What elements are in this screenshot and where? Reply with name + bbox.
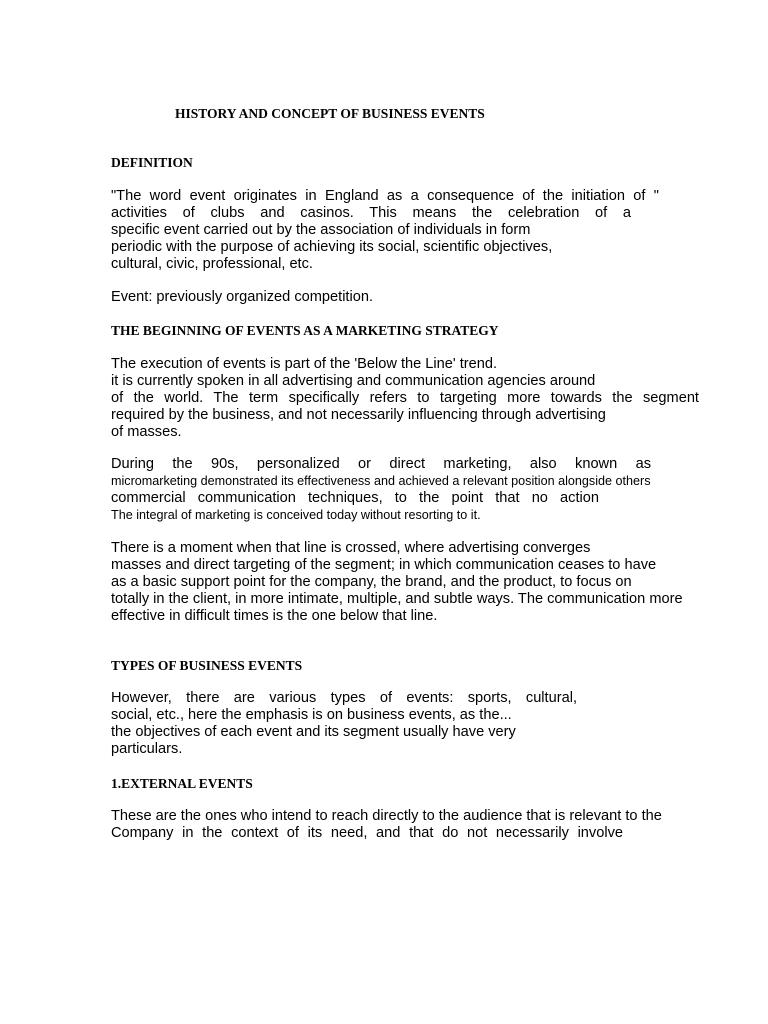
section-heading-external-events: 1.EXTERNAL EVENTS bbox=[111, 776, 253, 791]
paragraph-line: of the world. The term specifically refers to targeting more towards the segment bbox=[111, 390, 699, 406]
paragraph-line: activities of clubs and casinos. This means the celebration of a bbox=[111, 205, 631, 221]
paragraph-line: particulars. bbox=[111, 741, 183, 757]
paragraph-line: Event: previously organized competition. bbox=[111, 289, 374, 305]
paragraph-line: However, there are various types of events: sports, cultural, bbox=[111, 690, 577, 706]
paragraph-line: Company in the context of its need, and that do not necessarily involve bbox=[111, 825, 623, 841]
paragraph-line: The integral of marketing is conceived today without resorting to it. bbox=[111, 508, 481, 522]
section-heading-definition: DEFINITION bbox=[111, 155, 193, 170]
paragraph-line: periodic with the purpose of achieving its social, scientific objectives, bbox=[111, 239, 553, 255]
section-heading-marketing-strategy: THE BEGINNING OF EVENTS AS A MARKETING STRATEGY bbox=[111, 323, 499, 338]
external-events-paragraph bbox=[111, 808, 697, 842]
paragraph-line: effective in difficult times is the one below that line. bbox=[111, 608, 438, 624]
paragraph-line: it is currently spoken in all advertising and communication agencies around bbox=[111, 373, 596, 389]
paragraph-line: These are the ones who intend to reach directly to the audience that is relevant to the bbox=[111, 808, 662, 824]
paragraph-line: masses and direct targeting of the segment; in which communication ceases to have bbox=[111, 557, 657, 573]
paragraph-line: specific event carried out by the association of individuals in form bbox=[111, 222, 531, 238]
definition-paragraph-2 bbox=[111, 289, 373, 306]
paragraph-line: micromarketing demonstrated its effectiveness and achieved a relevant position alongside others bbox=[111, 474, 651, 488]
section-heading-types-of-events: TYPES OF BUSINESS EVENTS bbox=[111, 658, 303, 673]
paragraph-line: as a basic support point for the company, the brand, and the product, to focus on bbox=[111, 574, 632, 590]
paragraph-line: There is a moment when that line is crossed, where advertising converges bbox=[111, 540, 591, 556]
paragraph-line: commercial communication techniques, to the point that no action bbox=[111, 490, 599, 506]
paragraph-line: social, etc., here the emphasis is on business events, as the... bbox=[111, 707, 512, 723]
definition-paragraph-1 bbox=[111, 188, 659, 273]
paragraph-line: cultural, civic, professional, etc. bbox=[111, 256, 313, 272]
paragraph-line: the objectives of each event and its segment usually have very bbox=[111, 724, 516, 740]
marketing-paragraph-2 bbox=[111, 456, 709, 524]
paragraph-line: totally in the client, in more intimate, multiple, and subtle ways. The communication more bbox=[111, 591, 683, 607]
paragraph-line: required by the business, and not necessarily influencing through advertising bbox=[111, 407, 606, 423]
document-title: HISTORY AND CONCEPT OF BUSINESS EVENTS bbox=[175, 106, 485, 121]
marketing-paragraph-3 bbox=[111, 540, 707, 625]
paragraph-line: of masses. bbox=[111, 424, 182, 440]
paragraph-line: During the 90s, personalized or direct marketing, also known as bbox=[111, 456, 651, 472]
paragraph-line: "The word event originates in England as a consequence of the initiation of " bbox=[111, 188, 659, 204]
marketing-paragraph-1 bbox=[111, 356, 699, 441]
paragraph-line: The execution of events is part of the 'Below the Line' trend. bbox=[111, 356, 498, 372]
types-paragraph bbox=[111, 690, 577, 758]
